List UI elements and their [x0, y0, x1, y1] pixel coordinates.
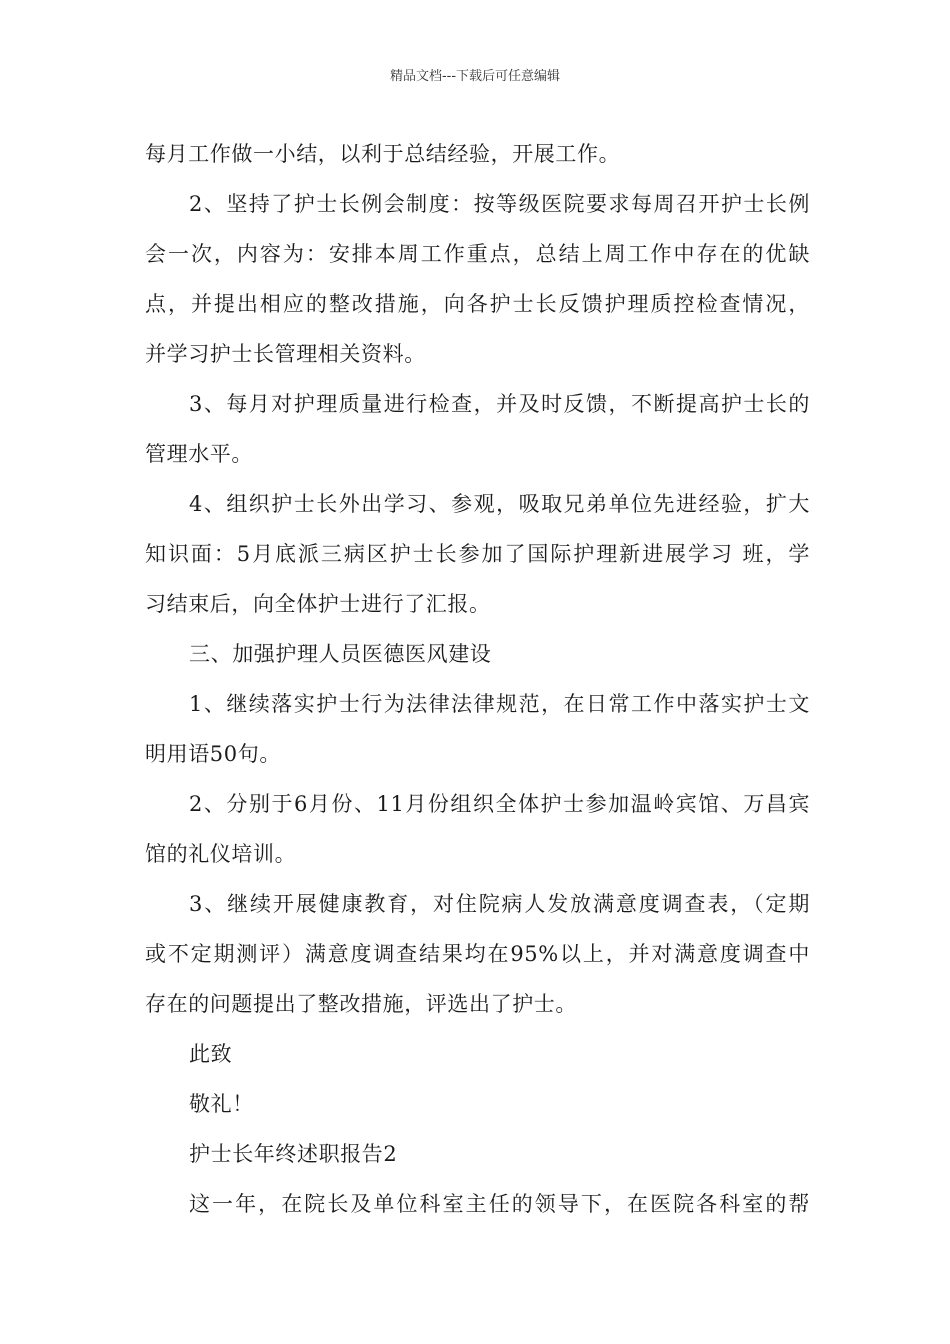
section-heading: 三、加强护理人员医德医风建设: [189, 642, 492, 666]
text-line: 2、坚持了护士长例会制度：按等级医院要求每周召开护士长例: [189, 192, 810, 216]
text-line: 会一次，内容为：安排本周工作重点，总结上周工作中存在的优缺: [145, 242, 810, 266]
text-line: 1、继续落实护士行为法律法律规范，在日常工作中落实护士文: [189, 692, 810, 716]
text-line: 点，并提出相应的整改措施，向各护士长反馈护理质控检查情况，: [145, 292, 810, 316]
text-line: 每月工作做一小结，以利于总结经验，开展工作。: [145, 142, 621, 166]
text-line: 存在的问题提出了整改措施，评选出了护士。: [145, 992, 577, 1016]
text-line: 或不定期测评）满意度调查结果均在95%以上，并对满意度调查中: [145, 942, 810, 966]
text-line: 习结束后，向全体护士进行了汇报。: [145, 592, 491, 616]
closing-regards: 敬礼！: [189, 1092, 254, 1116]
text-line: 管理水平。: [145, 442, 253, 466]
text-line: 馆的礼仪培训。: [145, 842, 297, 866]
text-line: 并学习护士长管理相关资料。: [145, 342, 426, 366]
text-line: 2、分别于6月份、11月份组织全体护士参加温岭宾馆、万昌宾: [189, 792, 810, 816]
text-line: 这一年，在院长及单位科室主任的领导下，在医院各科室的帮: [189, 1192, 810, 1216]
report-title: 护士长年终述职报告2: [189, 1142, 398, 1166]
text-line: 4、组织护士长外出学习、参观，吸取兄弟单位先进经验，扩大: [189, 492, 810, 516]
text-line: 3、继续开展健康教育，对住院病人发放满意度调查表，（定期: [189, 892, 810, 916]
text-line: 明用语50句。: [145, 742, 281, 766]
closing-salutation: 此致: [189, 1042, 233, 1066]
document-body: [145, 129, 810, 1229]
text-line: 3、每月对护理质量进行检查，并及时反馈，不断提高护士长的: [189, 392, 810, 416]
text-line: 知识面：5月底派三病区护士长参加了国际护理新进展学习 班，学: [145, 542, 810, 566]
page-header: 精品文档---下载后可任意编辑: [389, 69, 561, 84]
